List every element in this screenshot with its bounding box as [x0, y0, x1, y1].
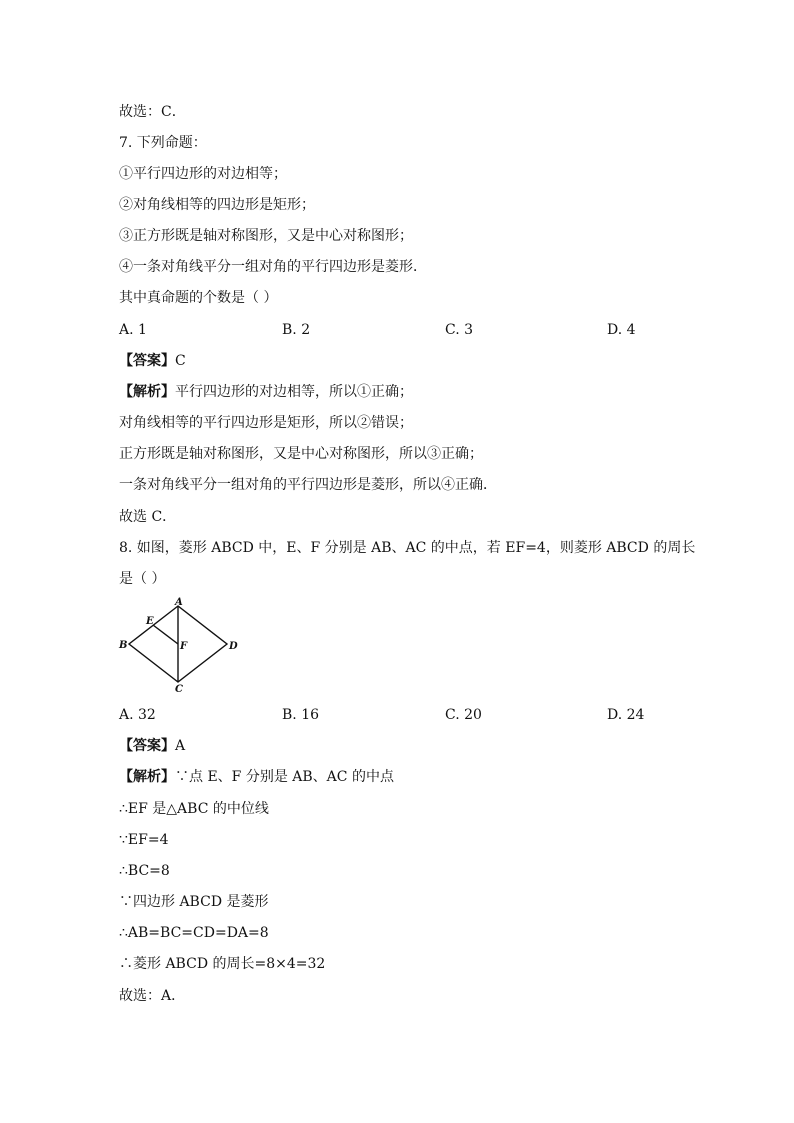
q8-analysis-text-1: ∵点 E、F 分别是 AB、AC 的中点: [175, 769, 394, 785]
q8-option-a: A. 32: [119, 707, 156, 723]
label-d: D: [229, 641, 238, 652]
q8-option-d: D. 24: [607, 707, 645, 723]
q7-item-3: ③正方形既是轴对称图形，又是中心对称图形；: [119, 228, 413, 244]
rhombus-diagram: [116, 596, 248, 696]
q8-answer-tag: 【答案】: [119, 738, 175, 754]
q7-analysis-1: [119, 382, 413, 402]
q8-analysis-3: ∵EF=4: [119, 832, 169, 848]
q7-option-d: D. 4: [607, 322, 636, 338]
q7-option-c: C. 3: [445, 322, 474, 338]
q7-question: 其中真命题的个数是（ ）: [119, 290, 278, 306]
q8-stem-line-1: 8. 如图，菱形 ABCD 中，E、F 分别是 AB、AC 的中点，若 EF=4，则菱形 ABCD 的周长: [119, 540, 696, 556]
q8-option-b: B. 16: [282, 707, 320, 723]
q7-analysis-4: 一条对角线平分一组对角的平行四边形是菱形，所以④正确．: [119, 477, 497, 493]
q7-item-4: ④一条对角线平分一组对角的平行四边形是菱形．: [119, 259, 427, 275]
q7-conclusion: 故选 C．: [119, 509, 177, 525]
q8-stem-line-2: 是（ ）: [119, 571, 166, 587]
label-c: C: [175, 684, 183, 695]
q8-analysis-7: ∴菱形 ABCD 的周长=8×4=32: [119, 956, 326, 972]
q8-analysis-6: ∴AB=BC=CD=DA=8: [119, 925, 269, 941]
q8-analysis-5: ∵四边形 ABCD 是菱形: [119, 894, 269, 910]
previous-conclusion: 故选：C．: [119, 104, 186, 120]
q8-analysis-2: ∴EF 是△ABC 的中位线: [119, 801, 269, 817]
q7-analysis-tag: 【解析】: [119, 384, 175, 400]
label-a: A: [175, 597, 183, 608]
q8-analysis-tag: 【解析】: [119, 769, 175, 785]
rhombus-figure: [116, 596, 248, 696]
q7-answer-value: C: [175, 353, 186, 369]
q7-item-2: ②对角线相等的四边形是矩形；: [119, 197, 315, 213]
q7-answer: [119, 351, 186, 371]
q8-option-c: C. 20: [445, 707, 482, 723]
label-e: E: [146, 616, 154, 627]
label-f: F: [180, 641, 188, 652]
q7-answer-tag: 【答案】: [119, 353, 175, 369]
q7-analysis-2: 对角线相等的平行四边形是矩形，所以②错误；: [119, 415, 413, 431]
q7-option-a: A. 1: [119, 322, 147, 338]
q7-analysis-text-1: 平行四边形的对边相等，所以①正确；: [175, 384, 413, 400]
q8-answer: [119, 736, 185, 756]
segment-ef: [153, 625, 178, 644]
q7-option-b: B. 2: [282, 322, 311, 338]
q7-stem: 7. 下列命题：: [119, 135, 207, 151]
q8-conclusion: 故选：A．: [119, 988, 186, 1004]
q8-analysis-1: [119, 767, 394, 787]
q7-item-1: ①平行四边形的对边相等；: [119, 166, 287, 182]
label-b: B: [119, 640, 128, 651]
q8-answer-value: A: [175, 738, 186, 754]
q7-analysis-3: 正方形既是轴对称图形，又是中心对称图形，所以③正确；: [119, 446, 483, 462]
q8-analysis-4: ∴BC=8: [119, 863, 170, 879]
